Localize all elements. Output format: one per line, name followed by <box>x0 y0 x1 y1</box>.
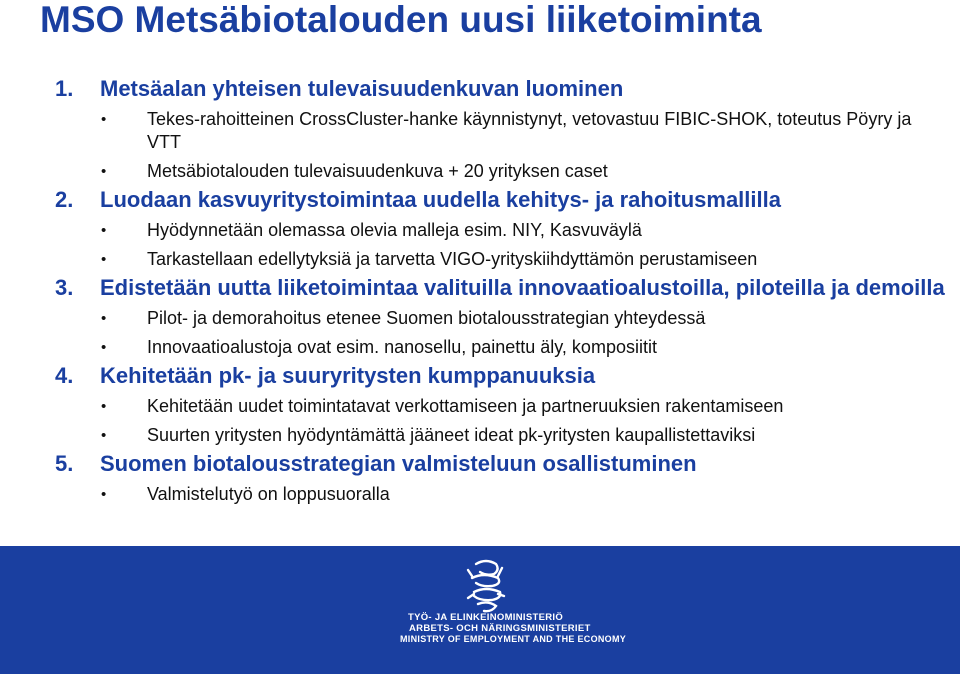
ministry-name-fi: TYÖ- JA ELINKEINOMINISTERIÖ <box>408 612 564 623</box>
list-item <box>0 395 960 418</box>
agenda-list <box>0 72 960 506</box>
section-heading <box>0 76 960 102</box>
bullet-icon: • <box>101 111 107 128</box>
bullet-icon: • <box>101 486 107 503</box>
section-3 <box>0 275 960 359</box>
section-title: Metsäalan yhteisen tulevaisuudenkuvan luominen <box>100 76 624 101</box>
list-item <box>0 248 960 271</box>
list-item <box>0 160 960 183</box>
list-item <box>0 424 960 447</box>
bullet-icon: • <box>101 310 107 327</box>
list-item <box>0 336 960 359</box>
section-1 <box>0 76 960 183</box>
list-item-text: Hyödynnetään olemassa olevia malleja esim. NIY, Kasvuväylä <box>147 220 642 240</box>
list-item-text: Tarkastellaan edellytyksiä ja tarvetta VIGO-yrityskiihdyttämön perustamiseen <box>147 249 758 269</box>
list-item-text: Valmistelutyö on loppusuoralla <box>147 484 390 504</box>
list-item-text: Tekes-rahoitteinen CrossCluster-hanke käynnistynyt, vetovastuu FIBIC-SHOK, toteutus Pöyry ja VTT <box>147 109 912 152</box>
ministry-name-en: MINISTRY OF EMPLOYMENT AND THE ECONOMY <box>400 634 627 644</box>
section-number: 3. <box>55 275 74 300</box>
section-5 <box>0 451 960 506</box>
section-number: 1. <box>55 76 74 101</box>
bullet-icon: • <box>101 222 107 239</box>
section-heading <box>0 451 960 477</box>
section-heading <box>0 363 960 389</box>
bullet-icon: • <box>101 339 107 356</box>
section-2 <box>0 187 960 271</box>
section-number: 5. <box>55 451 74 476</box>
list-item-text: Innovaatioalustoja ovat esim. nanosellu, painettu äly, komposiitit <box>147 337 657 357</box>
section-4 <box>0 363 960 447</box>
section-title: Suomen biotalousstrategian valmisteluun osallistuminen <box>100 451 697 476</box>
list-item-text: Suurten yritysten hyödyntämättä jääneet ideat pk-yritysten kaupallistettaviksi <box>147 425 756 445</box>
section-heading <box>0 275 960 301</box>
list-item <box>0 108 960 154</box>
section-title: Edistetään uutta liiketoimintaa valituilla innovaatioalustoilla, piloteilla ja demoilla <box>100 275 945 300</box>
section-title: Luodaan kasvuyritystoimintaa uudella kehitys- ja rahoitusmallilla <box>100 187 781 212</box>
list-item <box>0 307 960 330</box>
section-title: Kehitetään pk- ja suuryritysten kumppanuuksia <box>100 363 596 388</box>
bullet-icon: • <box>101 251 107 268</box>
list-item-text: Kehitetään uudet toimintatavat verkottamiseen ja partneruuksien rakentamiseen <box>147 396 784 416</box>
page-title: MSO Metsäbiotalouden uusi liiketoiminta <box>40 0 762 40</box>
bullet-icon: • <box>101 163 107 180</box>
ministry-name-sv: ARBETS- OCH NÄRINGSMINISTERIET <box>409 623 591 634</box>
list-item-text: Pilot- ja demorahoitus etenee Suomen biotalousstrategian yhteydessä <box>147 308 706 328</box>
section-heading <box>0 187 960 213</box>
list-item-text: Metsäbiotalouden tulevaisuudenkuva + 20 yrityksen caset <box>147 161 608 181</box>
lion-coat-of-arms-icon <box>462 556 510 616</box>
bullet-icon: • <box>101 427 107 444</box>
ministry-logotype <box>400 612 640 645</box>
section-number: 2. <box>55 187 74 212</box>
list-item <box>0 219 960 242</box>
section-number: 4. <box>55 363 74 388</box>
list-item <box>0 483 960 506</box>
bullet-icon: • <box>101 398 107 415</box>
